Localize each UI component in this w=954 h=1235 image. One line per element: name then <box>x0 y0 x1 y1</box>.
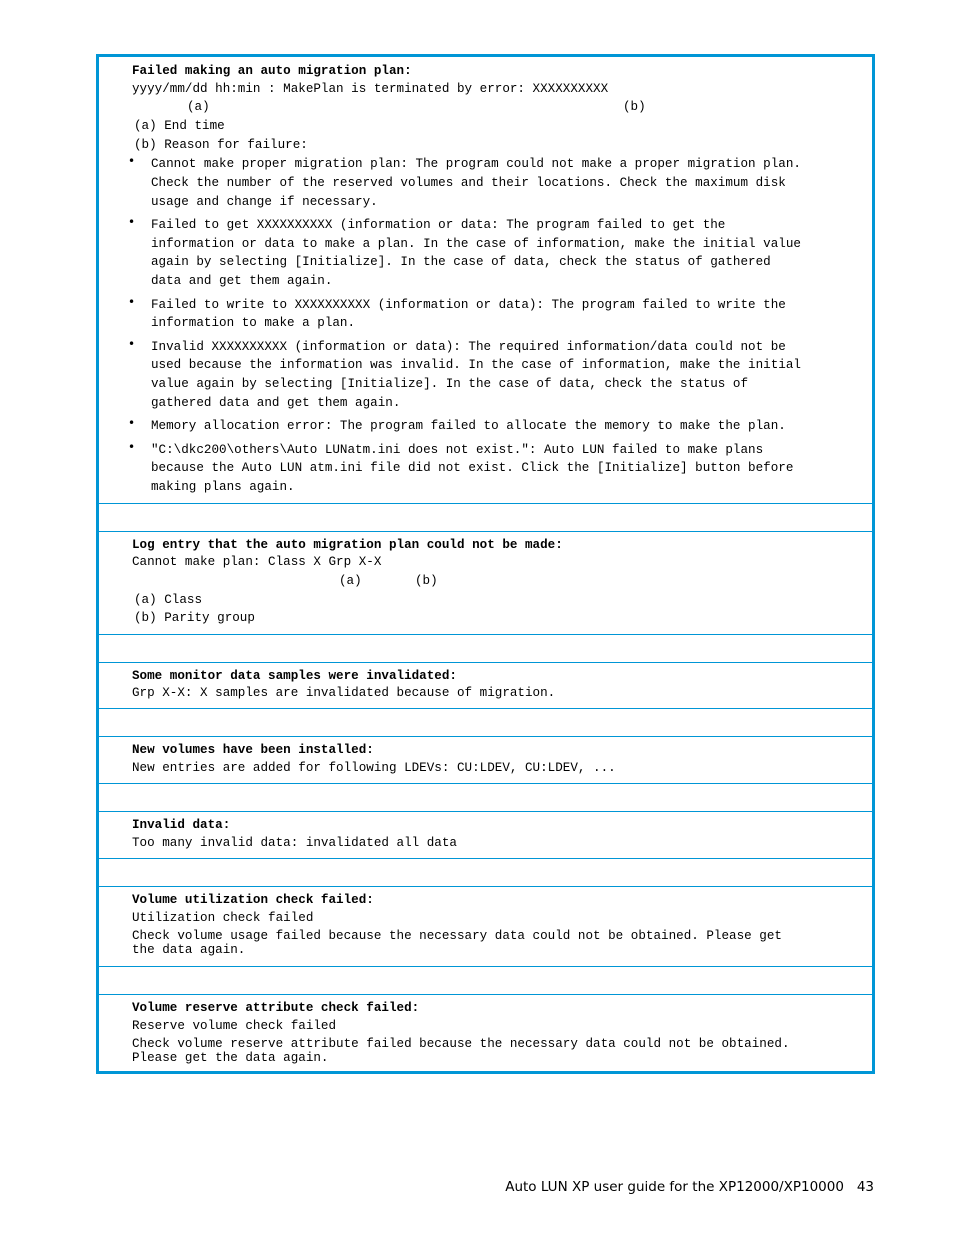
row-divider <box>99 966 872 967</box>
bullet-icon: • <box>128 295 136 309</box>
row-divider <box>99 503 872 504</box>
bullet-text: information to make a plan. <box>151 316 356 330</box>
bullet-text: Failed to get XXXXXXXXXX (information or data: The program failed to get the <box>151 218 726 232</box>
bullet-text: because the Auto LUN atm.ini file did not exist. Click the [Initialize] button before <box>151 461 794 475</box>
message-text: Utilization check failed <box>132 911 314 925</box>
bullet-icon: • <box>128 215 136 229</box>
message-text: Cannot make plan: Class X Grp X-X <box>132 555 382 569</box>
section-heading: Some monitor data samples were invalidated: <box>132 669 457 683</box>
field-marker-a: (a) <box>187 100 210 114</box>
bullet-text: usage and change if necessary. <box>151 195 378 209</box>
legend-a: (a) Class <box>134 593 203 607</box>
row-divider <box>99 783 872 784</box>
message-text: Grp X-X: X samples are invalidated because of migration. <box>132 686 556 700</box>
page-number: 43 <box>856 1179 874 1195</box>
section-heading: Invalid data: <box>132 818 231 832</box>
message-text: the data again. <box>132 943 246 957</box>
page-footer <box>505 1179 874 1195</box>
message-text: Check volume reserve attribute failed because the necessary data could not be obtained. <box>132 1037 790 1051</box>
bullet-text: gathered data and get them again. <box>151 396 401 410</box>
bullet-text: again by selecting [Initialize]. In the case of data, check the status of gathered <box>151 255 771 269</box>
row-divider <box>99 811 872 812</box>
bullet-text: value again by selecting [Initialize]. In the case of data, check the status of <box>151 377 749 391</box>
row-divider <box>99 886 872 887</box>
row-divider <box>99 994 872 995</box>
field-marker-b: (b) <box>623 100 646 114</box>
bullet-text: Failed to write to XXXXXXXXXX (information or data): The program failed to write the <box>151 298 786 312</box>
bullet-icon: • <box>128 416 136 430</box>
message-text: Please get the data again. <box>132 1051 329 1065</box>
row-divider <box>99 662 872 663</box>
row-divider <box>99 858 872 859</box>
field-marker-b: (b) <box>415 574 438 588</box>
message-table <box>96 54 875 1074</box>
bullet-text: Memory allocation error: The program failed to allocate the memory to make the plan. <box>151 419 786 433</box>
bullet-text: Check the number of the reserved volumes and their locations. Check the maximum disk <box>151 176 786 190</box>
legend-b: (b) Parity group <box>134 611 255 625</box>
field-marker-a: (a) <box>339 574 362 588</box>
bullet-text: information or data to make a plan. In the case of information, make the initial value <box>151 237 801 251</box>
legend-a: (a) End time <box>134 119 225 133</box>
bullet-text: "C:\dkc200\others\Auto LUNatm.ini does not exist.": Auto LUN failed to make plans <box>151 443 764 457</box>
bullet-icon: • <box>128 440 136 454</box>
section-heading: Log entry that the auto migration plan could not be made: <box>132 538 563 552</box>
row-divider <box>99 736 872 737</box>
bullet-text: making plans again. <box>151 480 295 494</box>
section-heading: Volume reserve attribute check failed: <box>132 1001 420 1015</box>
section-heading: Failed making an auto migration plan: <box>132 64 412 78</box>
bullet-text: Cannot make proper migration plan: The program could not make a proper migration plan. <box>151 157 801 171</box>
row-divider <box>99 708 872 709</box>
message-text: Too many invalid data: invalidated all data <box>132 836 457 850</box>
bullet-text: used because the information was invalid. In the case of information, make the initial <box>151 358 801 372</box>
row-divider <box>99 634 872 635</box>
message-text: New entries are added for following LDEVs: CU:LDEV, CU:LDEV, ... <box>132 761 616 775</box>
bullet-text: Invalid XXXXXXXXXX (information or data): The required information/data could not be <box>151 340 786 354</box>
message-text: Reserve volume check failed <box>132 1019 337 1033</box>
bullet-icon: • <box>128 154 136 168</box>
footer-title: Auto LUN XP user guide for the XP12000/XP10000 <box>505 1179 844 1195</box>
bullet-text: data and get them again. <box>151 274 333 288</box>
message-text: yyyy/mm/dd hh:min : MakePlan is terminated by error: XXXXXXXXXX <box>132 82 609 96</box>
legend-b: (b) Reason for failure: <box>134 138 308 152</box>
row-divider <box>99 531 872 532</box>
section-heading: New volumes have been installed: <box>132 743 374 757</box>
section-heading: Volume utilization check failed: <box>132 893 374 907</box>
message-text: Check volume usage failed because the necessary data could not be obtained. Please get <box>132 929 782 943</box>
bullet-icon: • <box>128 337 136 351</box>
